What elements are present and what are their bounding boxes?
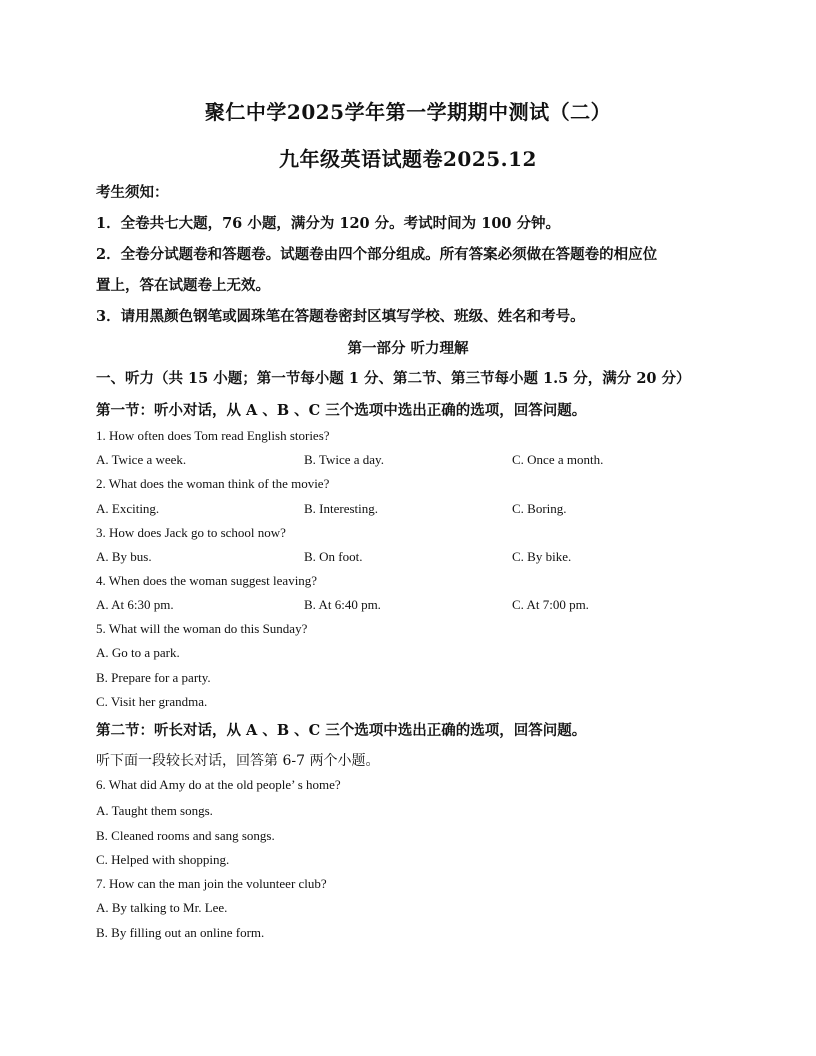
- q7-option-a: A. By talking to Mr. Lee.: [96, 900, 228, 915]
- notice-heading: 考生须知：: [96, 184, 169, 201]
- q3-option-a: A. By bus.: [96, 549, 152, 564]
- subsection-2-heading: 第二节：听长对话，从 A 、B 、C 三个选项中选出正确的选项，回答问题。: [96, 722, 587, 739]
- q2-option-a: A. Exciting.: [96, 501, 160, 516]
- notice-item-1: 1．全卷共七大题，76 小题，满分为 120 分。考试时间为 100 分钟。: [96, 215, 561, 232]
- exam-subtitle: 九年级英语试题卷2025.12: [279, 147, 537, 171]
- part-heading: 第一部分 听力理解: [347, 340, 469, 357]
- q7-option-b: B. By filling out an online form.: [96, 925, 265, 940]
- exam-title: 聚仁中学2025学年第一学期期中测试（二）: [204, 100, 612, 124]
- q5-option-b: B. Prepare for a party.: [96, 670, 211, 685]
- q3-option-b: B. On foot.: [304, 549, 363, 564]
- question-6: 6. What did Amy do at the old people’ s home?: [96, 777, 341, 792]
- question-2: 2. What does the woman think of the movie?: [96, 476, 330, 491]
- q6-option-c: C. Helped with shopping.: [96, 852, 230, 867]
- q6-option-a: A. Taught them songs.: [96, 803, 213, 818]
- question-3: 3. How does Jack go to school now?: [96, 525, 286, 540]
- question-5: 5. What will the woman do this Sunday?: [96, 621, 308, 636]
- q4-option-c: C. At 7:00 pm.: [512, 597, 589, 612]
- question-1: 1. How often does Tom read English stories?: [96, 428, 330, 443]
- q4-option-b: B. At 6:40 pm.: [304, 597, 381, 612]
- subsection-2-intro: 听下面一段较长对话，回答第 6-7 两个小题。: [96, 753, 380, 769]
- q1-option-a: A. Twice a week.: [96, 452, 187, 467]
- notice-item-2: 2．全卷分试题卷和答题卷。试题卷由四个部分组成。所有答案必须做在答题卷的相应位: [96, 246, 658, 263]
- q5-option-c: C. Visit her grandma.: [96, 694, 208, 709]
- q6-option-b: B. Cleaned rooms and sang songs.: [96, 828, 275, 843]
- listening-section-title: 一、听力（共 15 小题；第一节每小题 1 分、第二节、第三节每小题 1.5 分，满分 20 分）: [96, 370, 691, 387]
- q4-option-a: A. At 6:30 pm.: [96, 597, 174, 612]
- q1-option-b: B. Twice a day.: [304, 452, 384, 467]
- q3-option-c: C. By bike.: [512, 549, 572, 564]
- notice-item-2-cont: 置上，答在试题卷上无效。: [96, 277, 270, 294]
- q2-option-c: C. Boring.: [512, 501, 567, 516]
- question-4: 4. When does the woman suggest leaving?: [96, 573, 318, 588]
- q1-option-c: C. Once a month.: [512, 452, 604, 467]
- notice-item-3: 3．请用黑颜色钢笔或圆珠笔在答题卷密封区填写学校、班级、姓名和考号。: [96, 308, 585, 325]
- q2-option-b: B. Interesting.: [304, 501, 379, 516]
- subsection-1-heading: 第一节：听小对话，从 A 、B 、C 三个选项中选出正确的选项，回答问题。: [96, 402, 587, 419]
- question-7: 7. How can the man join the volunteer club?: [96, 876, 327, 891]
- q5-option-a: A. Go to a park.: [96, 645, 180, 660]
